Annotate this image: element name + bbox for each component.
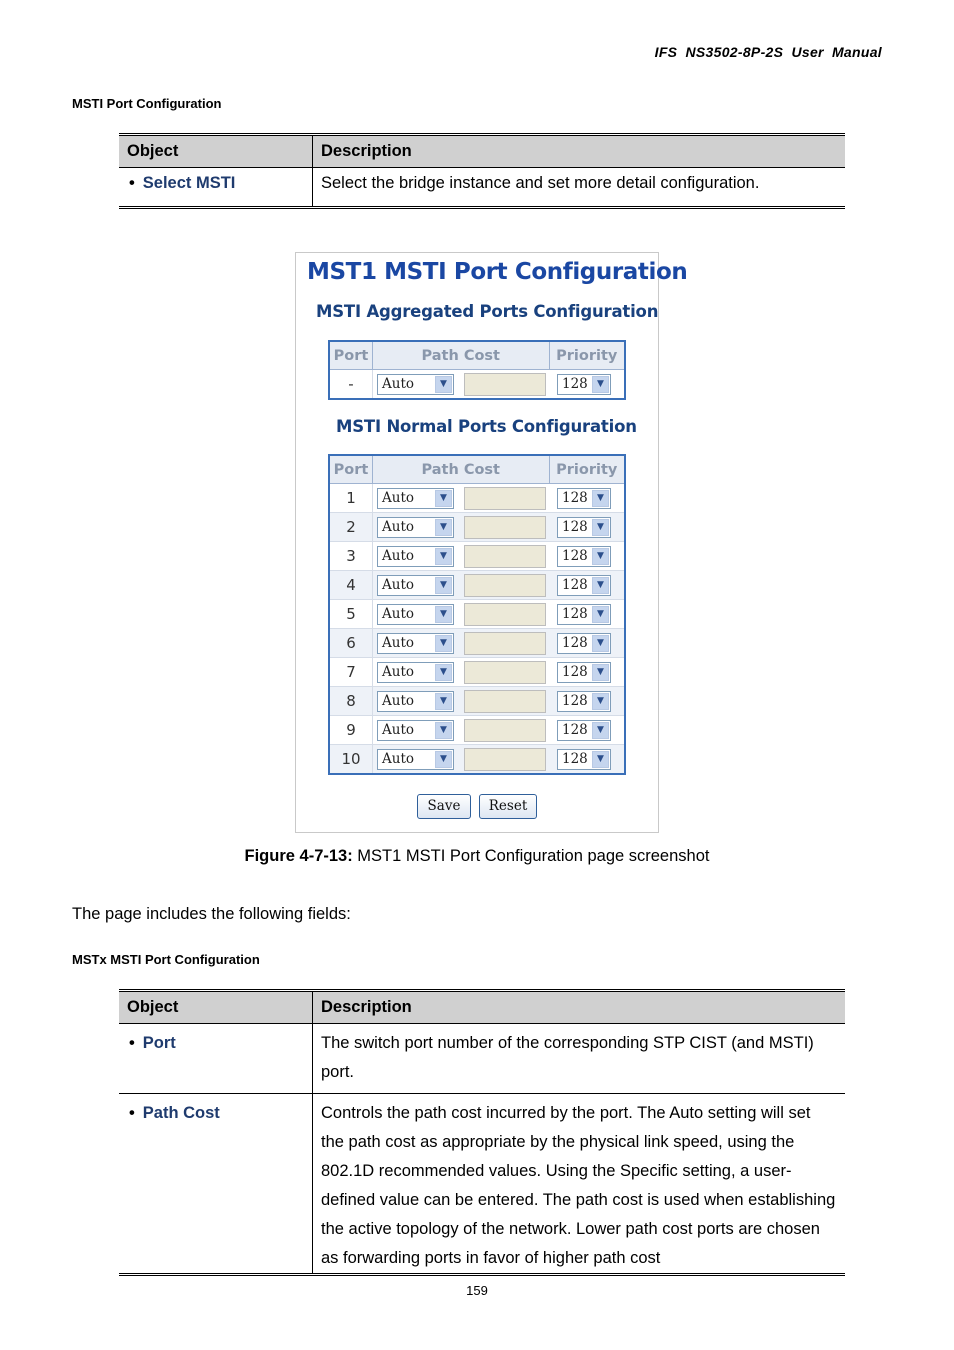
table-row — [119, 1094, 845, 1275]
chevron-down-icon: ▼ — [592, 519, 609, 536]
path-cost-cell — [373, 687, 550, 716]
priority-select[interactable] — [557, 488, 611, 509]
path-cost-cell — [373, 600, 550, 629]
path-cost-value: Auto — [382, 721, 414, 738]
select-msti-table — [119, 133, 845, 209]
column-header-path-cost: Path Cost — [373, 455, 550, 484]
port-number: 2 — [329, 513, 373, 542]
section-title-msti-port-configuration: MSTI Port Configuration — [72, 96, 222, 111]
column-header-description: Description — [313, 135, 846, 168]
priority-value: 128 — [562, 750, 588, 767]
chevron-down-icon: ▼ — [435, 751, 452, 768]
path-cost-value: Auto — [382, 489, 414, 506]
path-cost-input[interactable] — [464, 719, 546, 742]
path-cost-value: Auto — [382, 692, 414, 709]
chevron-down-icon: ▼ — [435, 664, 452, 681]
path-cost-select[interactable] — [377, 374, 454, 395]
column-header-port: Port — [329, 455, 373, 484]
priority-cell — [549, 629, 625, 658]
chevron-down-icon: ▼ — [592, 548, 609, 565]
priority-value: 128 — [562, 547, 588, 564]
chevron-down-icon: ▼ — [435, 722, 452, 739]
chevron-down-icon: ▼ — [592, 490, 609, 507]
path-cost-input[interactable] — [464, 516, 546, 539]
chevron-down-icon: ▼ — [435, 519, 452, 536]
priority-select[interactable] — [557, 546, 611, 567]
port-number: 10 — [329, 745, 373, 775]
priority-cell — [549, 542, 625, 571]
path-cost-value: Auto — [382, 375, 414, 392]
priority-select[interactable] — [557, 720, 611, 741]
object-name: Select MSTI — [142, 174, 236, 192]
priority-select[interactable] — [557, 662, 611, 683]
priority-select[interactable] — [557, 517, 611, 538]
path-cost-input[interactable] — [464, 603, 546, 626]
aggregated-ports-table — [328, 340, 626, 400]
manual-title: IFS NS3502-8P-2S User Manual — [654, 44, 882, 60]
port-number: 6 — [329, 629, 373, 658]
chevron-down-icon: ▼ — [435, 635, 452, 652]
port-number: 3 — [329, 542, 373, 571]
path-cost-cell — [373, 370, 550, 400]
path-cost-input[interactable] — [464, 373, 546, 396]
path-cost-select[interactable] — [377, 662, 454, 683]
path-cost-select[interactable] — [377, 488, 454, 509]
aggregated-port-row — [329, 370, 625, 400]
table-row — [119, 1024, 845, 1094]
chevron-down-icon: ▼ — [435, 490, 452, 507]
path-cost-value: Auto — [382, 576, 414, 593]
path-cost-cell — [373, 513, 550, 542]
screenshot-panel — [295, 252, 688, 833]
priority-value: 128 — [562, 518, 588, 535]
priority-select[interactable] — [557, 374, 611, 395]
port-number: - — [329, 370, 373, 400]
path-cost-value: Auto — [382, 663, 414, 680]
priority-select[interactable] — [557, 749, 611, 770]
path-cost-input[interactable] — [464, 748, 546, 771]
chevron-down-icon: ▼ — [592, 376, 609, 393]
path-cost-value: Auto — [382, 634, 414, 651]
aggregated-ports-title: MSTI Aggregated Ports Configuration — [316, 302, 659, 321]
port-number: 7 — [329, 658, 373, 687]
path-cost-select[interactable] — [377, 749, 454, 770]
path-cost-select[interactable] — [377, 546, 454, 567]
screenshot-title: MST1 MSTI Port Configuration — [307, 259, 688, 285]
column-header-priority: Priority — [549, 455, 625, 484]
priority-cell — [549, 370, 625, 400]
port-number: 1 — [329, 484, 373, 513]
fields-table — [119, 989, 845, 1276]
priority-select[interactable] — [557, 633, 611, 654]
priority-value: 128 — [562, 605, 588, 622]
description-cell: Controls the path cost incurred by the port. The Auto setting will set the path cost as appropriate by the physical link speed, using the 802.1D recommended values. Using the Specific setting, a user-defined value can be entered. The path cost is used when establishing the active topology of the network. Lower path cost ports are chosen as forwarding ports in favor of higher path cost — [313, 1094, 846, 1275]
column-header-path-cost: Path Cost — [373, 341, 550, 370]
path-cost-input[interactable] — [464, 661, 546, 684]
port-number: 9 — [329, 716, 373, 745]
description-cell: Select the bridge instance and set more detail configuration. — [313, 168, 846, 208]
intro-text: The page includes the following fields: — [72, 905, 351, 923]
table-row — [119, 168, 845, 208]
chevron-down-icon: ▼ — [592, 664, 609, 681]
chevron-down-icon: ▼ — [592, 606, 609, 623]
chevron-down-icon: ▼ — [435, 577, 452, 594]
chevron-down-icon: ▼ — [435, 548, 452, 565]
object-cell: • Path Cost — [119, 1094, 313, 1275]
section-title-mstx-msti-port-configuration: MSTx MSTI Port Configuration — [72, 952, 260, 967]
path-cost-input[interactable] — [464, 574, 546, 597]
path-cost-value: Auto — [382, 605, 414, 622]
path-cost-select[interactable] — [377, 691, 454, 712]
port-row — [329, 716, 625, 745]
priority-cell — [549, 745, 625, 775]
figure-text: MST1 MSTI Port Configuration page screenshot — [352, 847, 710, 865]
chevron-down-icon: ▼ — [592, 722, 609, 739]
port-row — [329, 658, 625, 687]
object-name: Port — [142, 1034, 176, 1052]
port-row — [329, 542, 625, 571]
path-cost-cell — [373, 658, 550, 687]
path-cost-value: Auto — [382, 518, 414, 535]
path-cost-input[interactable] — [464, 690, 546, 713]
priority-cell — [549, 484, 625, 513]
priority-value: 128 — [562, 721, 588, 738]
path-cost-value: Auto — [382, 750, 414, 767]
port-number: 5 — [329, 600, 373, 629]
chevron-down-icon: ▼ — [592, 751, 609, 768]
path-cost-select[interactable] — [377, 517, 454, 538]
figure-caption — [0, 847, 954, 866]
priority-cell — [549, 571, 625, 600]
priority-select[interactable] — [557, 604, 611, 625]
description-cell: The switch port number of the corresponding STP CIST (and MSTI) port. — [313, 1024, 846, 1094]
path-cost-cell — [373, 571, 550, 600]
column-header-object: Object — [119, 991, 313, 1024]
chevron-down-icon: ▼ — [592, 693, 609, 710]
priority-cell — [549, 658, 625, 687]
reset-button[interactable]: Reset — [479, 794, 537, 819]
save-button[interactable]: Save — [417, 794, 471, 819]
priority-select[interactable] — [557, 691, 611, 712]
path-cost-cell — [373, 745, 550, 775]
path-cost-select[interactable] — [377, 604, 454, 625]
path-cost-select[interactable] — [377, 720, 454, 741]
priority-cell — [549, 687, 625, 716]
column-header-port: Port — [329, 341, 373, 370]
column-header-description: Description — [313, 991, 846, 1024]
port-row — [329, 687, 625, 716]
column-header-object: Object — [119, 135, 313, 168]
priority-value: 128 — [562, 634, 588, 651]
object-name: Path Cost — [142, 1104, 220, 1122]
priority-value: 128 — [562, 375, 588, 392]
chevron-down-icon: ▼ — [435, 693, 452, 710]
priority-value: 128 — [562, 489, 588, 506]
priority-cell — [549, 513, 625, 542]
path-cost-cell — [373, 484, 550, 513]
chevron-down-icon: ▼ — [435, 606, 452, 623]
path-cost-value: Auto — [382, 547, 414, 564]
figure-label: Figure 4-7-13: — [244, 847, 353, 865]
path-cost-select[interactable] — [377, 633, 454, 654]
priority-select[interactable] — [557, 575, 611, 596]
path-cost-cell — [373, 542, 550, 571]
chevron-down-icon: ▼ — [435, 376, 452, 393]
priority-value: 128 — [562, 576, 588, 593]
port-row — [329, 571, 625, 600]
object-cell: • Port — [129, 1034, 176, 1052]
path-cost-input[interactable] — [464, 545, 546, 568]
port-row — [329, 745, 625, 775]
port-row — [329, 629, 625, 658]
path-cost-cell — [373, 629, 550, 658]
chevron-down-icon: ▼ — [592, 577, 609, 594]
page-number: 159 — [466, 1283, 488, 1298]
chevron-down-icon: ▼ — [592, 635, 609, 652]
column-header-priority: Priority — [549, 341, 625, 370]
priority-cell — [549, 600, 625, 629]
port-row — [329, 600, 625, 629]
port-number: 4 — [329, 571, 373, 600]
path-cost-input[interactable] — [464, 632, 546, 655]
port-number: 8 — [329, 687, 373, 716]
port-row — [329, 513, 625, 542]
priority-value: 128 — [562, 692, 588, 709]
priority-cell — [549, 716, 625, 745]
object-cell: • Select MSTI — [129, 174, 236, 192]
priority-value: 128 — [562, 663, 588, 680]
path-cost-select[interactable] — [377, 575, 454, 596]
path-cost-input[interactable] — [464, 487, 546, 510]
normal-ports-table — [328, 454, 626, 775]
port-row — [329, 484, 625, 513]
path-cost-cell — [373, 716, 550, 745]
normal-ports-title: MSTI Normal Ports Configuration — [336, 417, 637, 436]
